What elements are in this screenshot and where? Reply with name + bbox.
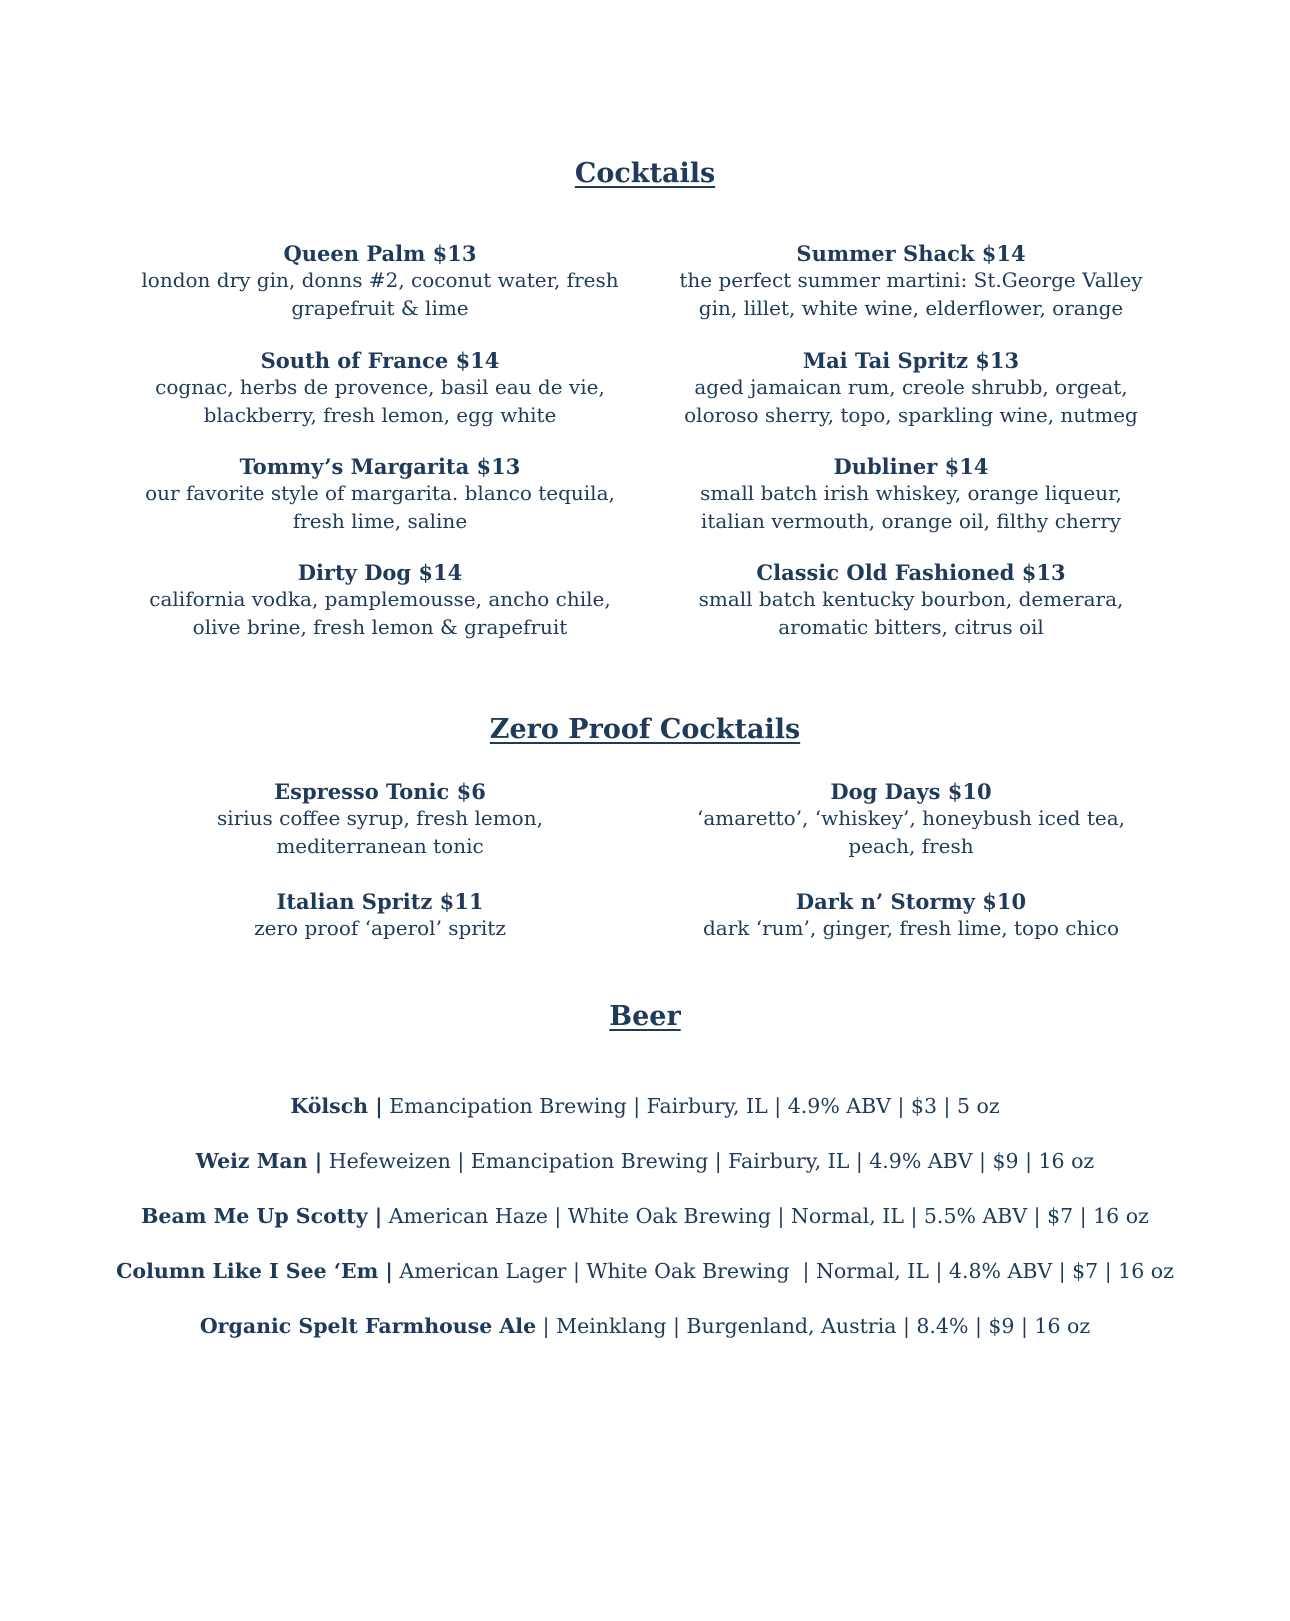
item-title: Italian Spritz $11 (276, 889, 484, 914)
item-description: small batch kentucky bourbon, demerara, aromatic bitters, citrus oil (698, 587, 1124, 639)
beer-item (0, 1312, 1290, 1340)
item-description: our favorite style of margarita. blanco tequila, fresh lime, saline (145, 481, 615, 533)
menu-item (140, 347, 620, 429)
item-description: dark ‘rum’, ginger, fresh lime, topo chico (702, 916, 1119, 940)
beer-item (0, 1092, 1290, 1120)
menu-item (671, 240, 1151, 322)
item-description: sirius coffee syrup, fresh lemon, mediterranean tonic (217, 806, 543, 858)
beer-item (0, 1202, 1290, 1230)
beer-detail: American Haze | White Oak Brewing | Normal, IL | 5.5% ABV | $7 | 16 oz (382, 1204, 1149, 1228)
beer-name: Weiz Man | (195, 1149, 323, 1173)
item-title: Summer Shack $14 (796, 241, 1026, 266)
item-title: Espresso Tonic $6 (274, 779, 486, 804)
item-description: small batch irish whiskey, orange liqueur, italian vermouth, orange oil, filthy cherry (700, 481, 1122, 533)
menu-item (671, 453, 1151, 535)
menu-item (140, 453, 620, 535)
item-title: Dog Days $10 (830, 779, 992, 804)
item-title: Tommy’s Margarita $13 (239, 454, 521, 479)
beer-name: Organic Spelt Farmhouse Ale (199, 1314, 537, 1338)
menu-item (671, 559, 1151, 641)
beer-item (0, 1257, 1290, 1285)
menu-item (671, 347, 1151, 429)
beer-name: Column Like I See ‘Em | (116, 1259, 393, 1283)
item-description: california vodka, pamplemousse, ancho chile, olive brine, fresh lemon & grapefruit (149, 587, 611, 639)
menu-item (140, 559, 620, 641)
item-title: Classic Old Fashioned $13 (756, 560, 1066, 585)
item-description: aged jamaican rum, creole shrubb, orgeat, oloroso sherry, topo, sparkling wine, nutmeg (684, 375, 1138, 427)
beer-detail: Hefeweizen | Emancipation Brewing | Fairbury, IL | 4.9% ABV | $9 | 16 oz (322, 1149, 1095, 1173)
item-title: Dubliner $14 (833, 454, 989, 479)
item-title: South of France $14 (260, 348, 500, 373)
menu-item (140, 778, 620, 860)
beer-item (0, 1147, 1290, 1175)
beer-detail: American Lager | White Oak Brewing | Normal, IL | 4.8% ABV | $7 | 16 oz (392, 1259, 1174, 1283)
beer-detail: Emancipation Brewing | Fairbury, IL | 4.9% ABV | $3 | 5 oz (382, 1094, 1000, 1118)
item-description: zero proof ‘aperol’ spritz (254, 916, 506, 940)
beer-name: Beam Me Up Scotty | (141, 1204, 383, 1228)
menu-item (671, 778, 1151, 860)
cocktails-heading: Cocktails (574, 158, 716, 189)
beer-heading: Beer (609, 1001, 681, 1032)
item-title: Dark n’ Stormy $10 (795, 889, 1027, 914)
menu-item (140, 888, 620, 943)
menu-item (671, 888, 1151, 943)
item-title: Queen Palm $13 (283, 241, 477, 266)
item-description: cognac, herbs de provence, basil eau de vie, blackberry, fresh lemon, egg white (155, 375, 605, 427)
beer-name: Kölsch | (290, 1094, 383, 1118)
item-description: london dry gin, donns #2, coconut water, fresh grapefruit & lime (141, 268, 619, 320)
item-description: ‘amaretto’, ‘whiskey’, honeybush iced tea, peach, fresh (697, 806, 1125, 858)
zero-proof-heading: Zero Proof Cocktails (489, 714, 801, 745)
item-title: Mai Tai Spritz $13 (802, 348, 1020, 373)
item-description: the perfect summer martini: St.George Valley gin, lillet, white wine, elderflower, orange (679, 268, 1143, 320)
menu-item (140, 240, 620, 322)
beer-detail: | Meinklang | Burgenland, Austria | 8.4% | $9 | 16 oz (536, 1314, 1091, 1338)
item-title: Dirty Dog $14 (297, 560, 463, 585)
